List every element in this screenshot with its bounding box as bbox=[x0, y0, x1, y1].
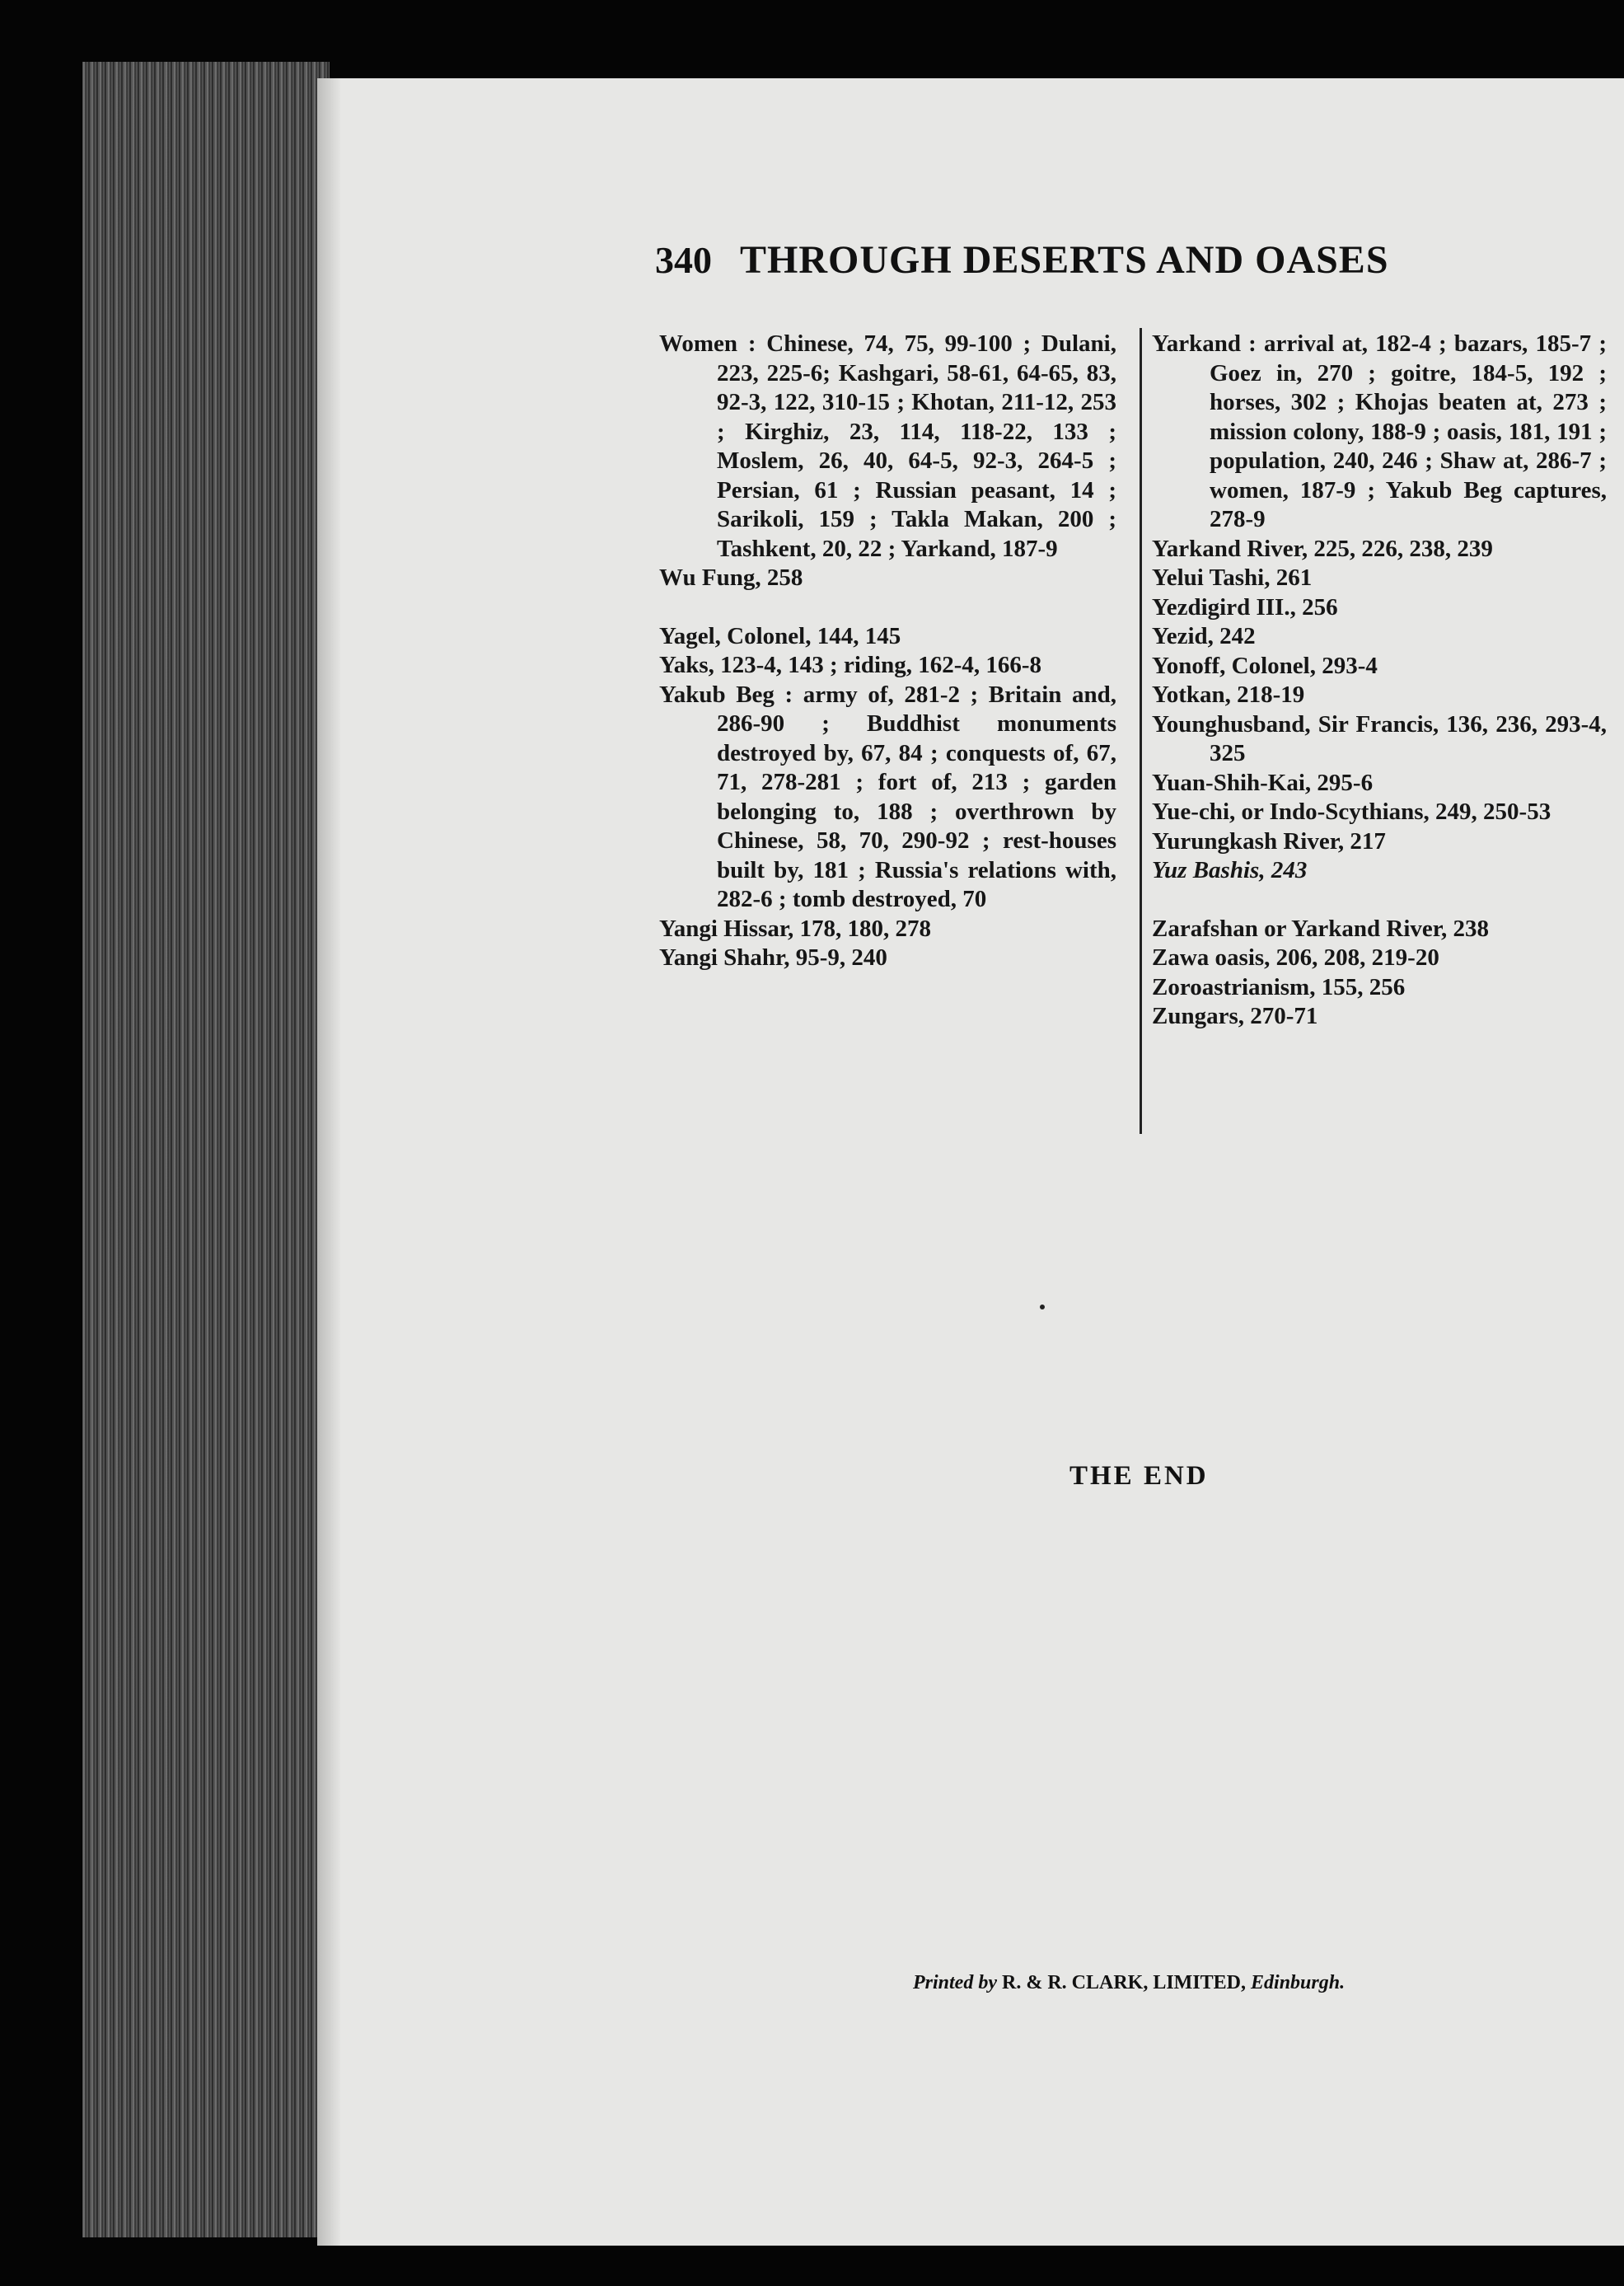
index-column-right bbox=[1152, 330, 1607, 1032]
index-entry: Yuan-Shih-Kai, 295-6 bbox=[1152, 769, 1374, 796]
index-column-left bbox=[659, 330, 1116, 973]
index-entry: Wu Fung, 258 bbox=[659, 564, 803, 591]
index-entry: Yagel, Colonel, 144, 145 bbox=[659, 622, 901, 649]
index-entry: Zungars, 270-71 bbox=[1152, 1003, 1318, 1029]
page-stack-edges bbox=[82, 62, 330, 2237]
ornament-dot bbox=[1040, 1305, 1045, 1309]
index-entry: Yakub Beg : army of, 281-2 ; Britain and, 286-90 ; Buddhist monuments destroyed by, 67, 84 ; conquests of, 67, 71, 278-281 ; fort of, 213 ; garden belonging to, 188 ; overthrown by Chinese, 58, 70, 290-92 ; rest-houses built by, 181 ; Russia's relations with, 282-6 ; tomb destroyed, 70 bbox=[659, 681, 1116, 912]
index-entry: Yarkand River, 225, 226, 238, 239 bbox=[1152, 535, 1493, 562]
imprint-city: Edinburgh. bbox=[1251, 1972, 1346, 1993]
index-letter-gap bbox=[659, 593, 1116, 622]
page-gutter-shadow bbox=[317, 78, 340, 2246]
index-entry: Yangi Shahr, 95-9, 240 bbox=[659, 944, 887, 971]
index-entry: Yurungkash River, 217 bbox=[1152, 827, 1386, 855]
index-entry: Yue-chi, or Indo-Scythians, 249, 250-53 bbox=[1152, 799, 1551, 825]
index-entry: Yaks, 123-4, 143 ; riding, 162-4, 166-8 bbox=[659, 652, 1042, 678]
index-entry: Yuz Bashis, 243 bbox=[1152, 857, 1308, 883]
printer-imprint bbox=[913, 1972, 1345, 1994]
index-entry: Younghusband, Sir Francis, 136, 236, 293-4, 325 bbox=[1152, 710, 1607, 766]
imprint-printer: R. & R. CLARK, LIMITED, bbox=[1002, 1972, 1247, 1993]
imprint-printed-by: Printed by bbox=[913, 1972, 997, 1993]
index-entry: Yonoff, Colonel, 293-4 bbox=[1152, 652, 1378, 679]
index-entry: Zoroastrianism, 155, 256 bbox=[1152, 973, 1406, 1000]
index-entry: Yangi Hissar, 178, 180, 278 bbox=[659, 915, 932, 942]
running-header bbox=[655, 237, 1479, 283]
index-entry: Yezid, 242 bbox=[1152, 623, 1256, 649]
index-entry: Zawa oasis, 206, 208, 219-20 bbox=[1152, 944, 1439, 971]
index-entry: Yarkand : arrival at, 182-4 ; bazars, 185-7 ; Goez in, 270 ; goitre, 184-5, 192 ; horses, 302 ; Khojas beaten at, 273 ; mission colony, 188-9 ; oasis, 181, 191 ; population, 240, 246 ; Shaw at, 286-7 ; women, 187-9 ; Yakub Beg captures, 278-9 bbox=[1152, 330, 1607, 532]
index-entry: Yotkan, 218-19 bbox=[1152, 682, 1305, 708]
index-entry: Women : Chinese, 74, 75, 99-100 ; Dulani, 223, 225-6; Kashgari, 58-61, 64-65, 83, 92-3, 122, 310-15 ; Khotan, 211-12, 253 ; Kirghiz, 23, 114, 118-22, 133 ; Moslem, 26, 40, 64-5, 92-3, 264-5 ; Persian, 61 ; Russian peasant, 14 ; Sarikoli, 159 ; Takla Makan, 200 ; Tashkent, 20, 22 ; Yarkand, 187-9 bbox=[659, 330, 1116, 562]
index-letter-gap bbox=[1152, 886, 1607, 915]
column-divider bbox=[1140, 328, 1142, 1134]
index-entry: Yezdigird III., 256 bbox=[1152, 593, 1338, 621]
index-entry: Zarafshan or Yarkand River, 238 bbox=[1152, 915, 1490, 942]
running-title: THROUGH DESERTS AND OASES bbox=[740, 238, 1389, 282]
index-entry: Yelui Tashi, 261 bbox=[1152, 564, 1313, 591]
the-end-heading: THE END bbox=[1069, 1461, 1209, 1491]
page-number: 340 bbox=[655, 239, 712, 281]
